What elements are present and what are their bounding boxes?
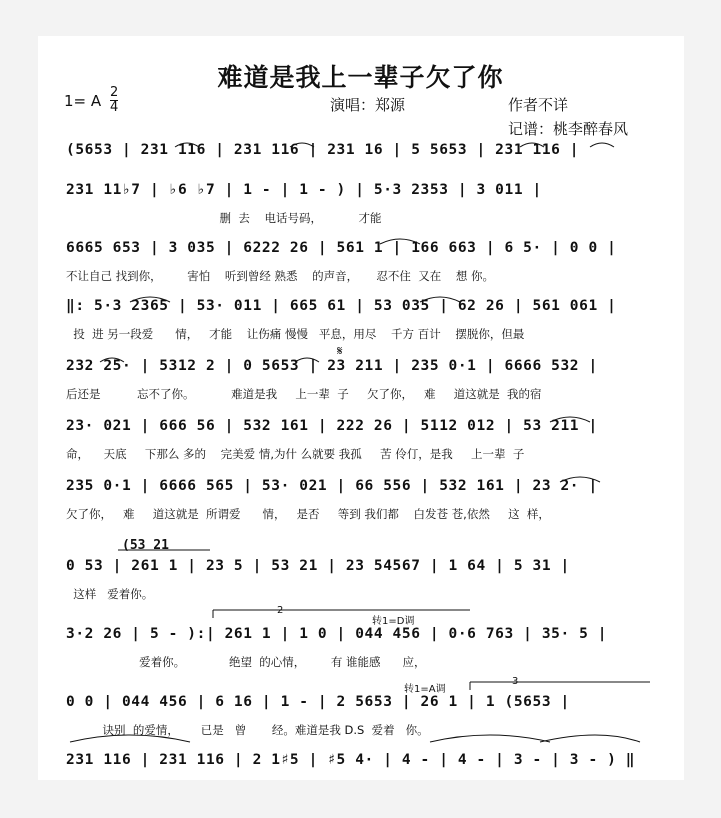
row-lyrics: 命， 天底 下那么 多的 完美爱 情,为什 么就要 我孤 苦 伶仃，是我 上一辈 子 (66, 447, 525, 461)
composer-credit: 作者不详 (508, 96, 569, 114)
tie-arc (70, 735, 190, 742)
song-title: 难道是我上一辈子欠了你 (217, 63, 504, 92)
tie-arc (175, 143, 199, 147)
row-lyrics: 不让自己 找到你， 害怕 听到曾经 熟悉 的声音， 忍不住 又在 想 你。 (66, 269, 495, 283)
row-notes: 232 25· | 5312 2 | 0 5653 | 23 211 | 235 0·1 | 6666 532 | (66, 358, 598, 374)
row-lyrics: 投 进 另一段爱 情， 才能 让伤痛 慢慢 平息，用尽 千方 百计 摆脱你，但最 (66, 327, 525, 341)
variant-upper-notes: (53 21 (122, 538, 169, 553)
tie-arc (130, 297, 170, 302)
tie-arc (290, 143, 314, 147)
tie-arc (540, 735, 640, 742)
row-lyrics: 欠了你， 难 道这就是 所谓爱 情， 是否 等到 我们都 白发苍 苍,依然 这 样， (66, 507, 550, 521)
row-lyrics: 这样 爱着你。 (66, 587, 154, 601)
row-lyrics: 删 去 电话号码， 才能 (66, 211, 382, 225)
row-notes: 0 0 | 044 456 | 6 16 | 1 - | 2 5653 | 26 1 | 1 (5653 | (66, 694, 570, 710)
modulation-back-mark: 转1=A调 (404, 684, 446, 695)
row-notes: 231 11♭7 | ♭6 ♭7 | 1 - | 1 - ) | 5·3 2353 | 3 011 | (66, 182, 542, 198)
row-notes: 231 116 | 231 116 | 2 1♯5 | ♯5 4· | 4 - | 4 - | 3 - | 3 - ) ‖ (66, 752, 636, 768)
row-notes: 235 0·1 | 6666 565 | 53· 021 | 66 556 | 532 161 | 23 2· | (66, 478, 598, 494)
row-notes: 23· 021 | 666 56 | 532 161 | 222 26 | 5112 012 | 53 211 | (66, 418, 598, 434)
row-notes: 6665 653 | 3 035 | 6222 26 | 561 1 | 166 663 | 6 5· | 0 0 | (66, 240, 617, 256)
transcriber-credit: 记谱：桃李醉春风 (508, 120, 629, 138)
segno-sign: 𝄋 (337, 344, 343, 359)
row-lyrics: 后还是 忘不了你。 难道是我 上一辈 子 欠了你， 难 道这就是 我的宿 (66, 387, 542, 401)
time-signature: $\frac{2}{4}$ (110, 85, 119, 115)
row-lyrics: 爱着你。 绝望 的心情， 有 谁能感 应， (66, 655, 426, 669)
row-notes: ‖: 5·3 2365 | 53· 011 | 665 61 | 53 035 | 62 26 | 561 061 | (66, 298, 617, 314)
tie-arc (550, 417, 590, 422)
row-notes: 3·2 26 | 5 - ):| 261 1 | 1 0 | 044 456 | 0·6 763 | 35· 5 | (66, 626, 608, 642)
tie-arc (295, 358, 319, 362)
tie-arc (520, 143, 544, 147)
row-notes: (5653 | 231 116 | 231 116 | 231 16 | 5 5653 | 231 116 | (66, 142, 580, 158)
modulation-mark: 转1=D调 (372, 616, 415, 627)
row-lyrics: 诀别 的爱情， 已是 曾 经。难道是我 D.S 爱着 你。 (66, 723, 429, 737)
row-notes: 0 53 | 261 1 | 23 5 | 53 21 | 23 54567 | 1 64 | 5 31 | (66, 558, 570, 574)
tie-arc (380, 239, 420, 244)
tie-arc (100, 358, 124, 362)
key-label: 1= A (64, 92, 102, 110)
tie-arc (590, 143, 614, 147)
volta-number: 2 (277, 605, 284, 616)
tie-arc (560, 477, 600, 482)
volta-number: 3 (512, 676, 519, 687)
singer-credit: 演唱：郑源 (330, 96, 406, 114)
tie-arc (430, 735, 550, 742)
tie-arc (420, 297, 460, 302)
